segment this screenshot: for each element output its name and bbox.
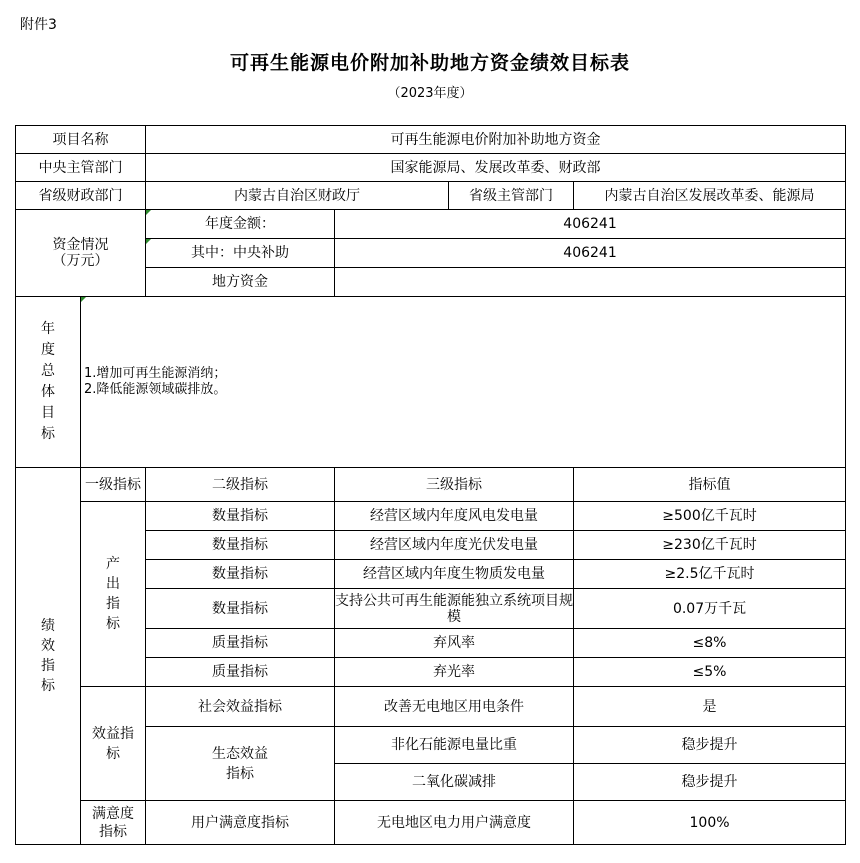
project-value: 可再生能源电价附加补助地方资金 [146, 126, 846, 154]
output-level3-1: 经营区域内年度风电发电量 [335, 502, 574, 531]
goals-label: 年度总体目标 [41, 321, 55, 442]
satisfaction-value: 100% [574, 801, 846, 845]
social-benefit-label: 社会效益指标 [146, 687, 335, 727]
output-level3-6: 弃光率 [335, 658, 574, 687]
central-dept-value: 国家能源局、发展改革委、财政部 [146, 154, 846, 182]
benefit-social-row [16, 687, 846, 727]
header-value: 指标值 [574, 468, 846, 502]
annex-label: 附件3 [20, 17, 57, 33]
prov-dept-label: 省级主管部门 [449, 182, 574, 210]
social-benefit-level3: 改善无电地区用电条件 [335, 687, 574, 727]
eco-benefit-label: 生态效益指标 [212, 745, 268, 782]
eco-benefit-label-cell [146, 727, 335, 801]
prov-dept-value: 内蒙古自治区发展改革委、能源局 [574, 182, 846, 210]
output-value-4: 0.07万千瓦 [574, 589, 846, 629]
output-level3-3: 经营区域内年度生物质发电量 [335, 560, 574, 589]
header-level1: 一级指标 [81, 468, 146, 502]
benefit-label-cell [81, 687, 146, 801]
provincial-row [16, 182, 846, 210]
goals-label-cell [16, 297, 81, 468]
project-label: 项目名称 [16, 126, 146, 154]
eco-value-1: 稳步提升 [574, 727, 846, 764]
satisfaction-level3: 无电地区电力用户满意度 [335, 801, 574, 845]
goal-item-2: 2.降低能源领域碳排放。 [84, 382, 227, 397]
prov-finance-value: 内蒙古自治区财政厅 [146, 182, 449, 210]
output-level2-5: 质量指标 [146, 629, 335, 658]
output-level3-4: 支持公共可再生能源能独立系统项目规模 [335, 589, 574, 629]
funds-label-cell [16, 210, 146, 297]
output-level3-2: 经营区域内年度光伏发电量 [335, 531, 574, 560]
funds-label: 资金情况 [52, 237, 109, 253]
goal-item-1: 1.增加可再生能源消纳； [84, 366, 227, 381]
goals-row [16, 297, 846, 468]
output-level2-4: 数量指标 [146, 589, 335, 629]
output-level2-1: 数量指标 [146, 502, 335, 531]
output-label: 产出指标 [106, 556, 120, 632]
output-value-2: ≥230亿千瓦时 [574, 531, 846, 560]
satisfaction-level2: 用户满意度指标 [146, 801, 335, 845]
output-level3-5: 弃风率 [335, 629, 574, 658]
central-dept-label: 中央主管部门 [16, 154, 146, 182]
header-level3: 三级指标 [335, 468, 574, 502]
page-title: 可再生能源电价附加补助地方资金绩效目标表 [229, 52, 630, 74]
eco-value-2: 稳步提升 [574, 764, 846, 801]
output-value-5: ≤8% [574, 629, 846, 658]
prov-finance-label: 省级财政部门 [16, 182, 146, 210]
output-row-1 [16, 502, 846, 531]
eco-level3-2: 二氧化碳减排 [335, 764, 574, 801]
benefit-label: 效益指标 [92, 725, 134, 762]
satisfaction-label-cell [81, 801, 146, 845]
output-label-cell [81, 502, 146, 687]
project-row [16, 126, 846, 154]
indicators-section-cell [16, 468, 81, 845]
output-level2-6: 质量指标 [146, 658, 335, 687]
annual-amount-value: 406241 [335, 210, 846, 239]
annual-amount-label: 年度金额： [146, 210, 335, 239]
eco-level3-1: 非化石能源电量比重 [335, 727, 574, 764]
satisfaction-label: 满意度指标 [92, 805, 134, 840]
central-subsidy-label: 其中：中央补助 [146, 239, 335, 268]
header-level2: 二级指标 [146, 468, 335, 502]
output-level2-3: 数量指标 [146, 560, 335, 589]
social-benefit-value: 是 [574, 687, 846, 727]
indicator-header-row [16, 468, 846, 502]
output-level2-2: 数量指标 [146, 531, 335, 560]
output-value-6: ≤5% [574, 658, 846, 687]
year-subtitle: （2023年度） [387, 86, 473, 101]
output-value-1: ≥500亿千瓦时 [574, 502, 846, 531]
funds-unit: （万元） [52, 253, 109, 269]
central-dept-row [16, 154, 846, 182]
funds-annual-row [16, 210, 846, 239]
goals-content [81, 297, 846, 468]
indicators-section-label: 绩效指标 [41, 618, 55, 694]
performance-table [15, 125, 846, 845]
central-subsidy-value: 406241 [335, 239, 846, 268]
local-funds-label: 地方资金 [146, 268, 335, 297]
local-funds-value [335, 268, 846, 297]
satisfaction-row [16, 801, 846, 845]
output-value-3: ≥2.5亿千瓦时 [574, 560, 846, 589]
